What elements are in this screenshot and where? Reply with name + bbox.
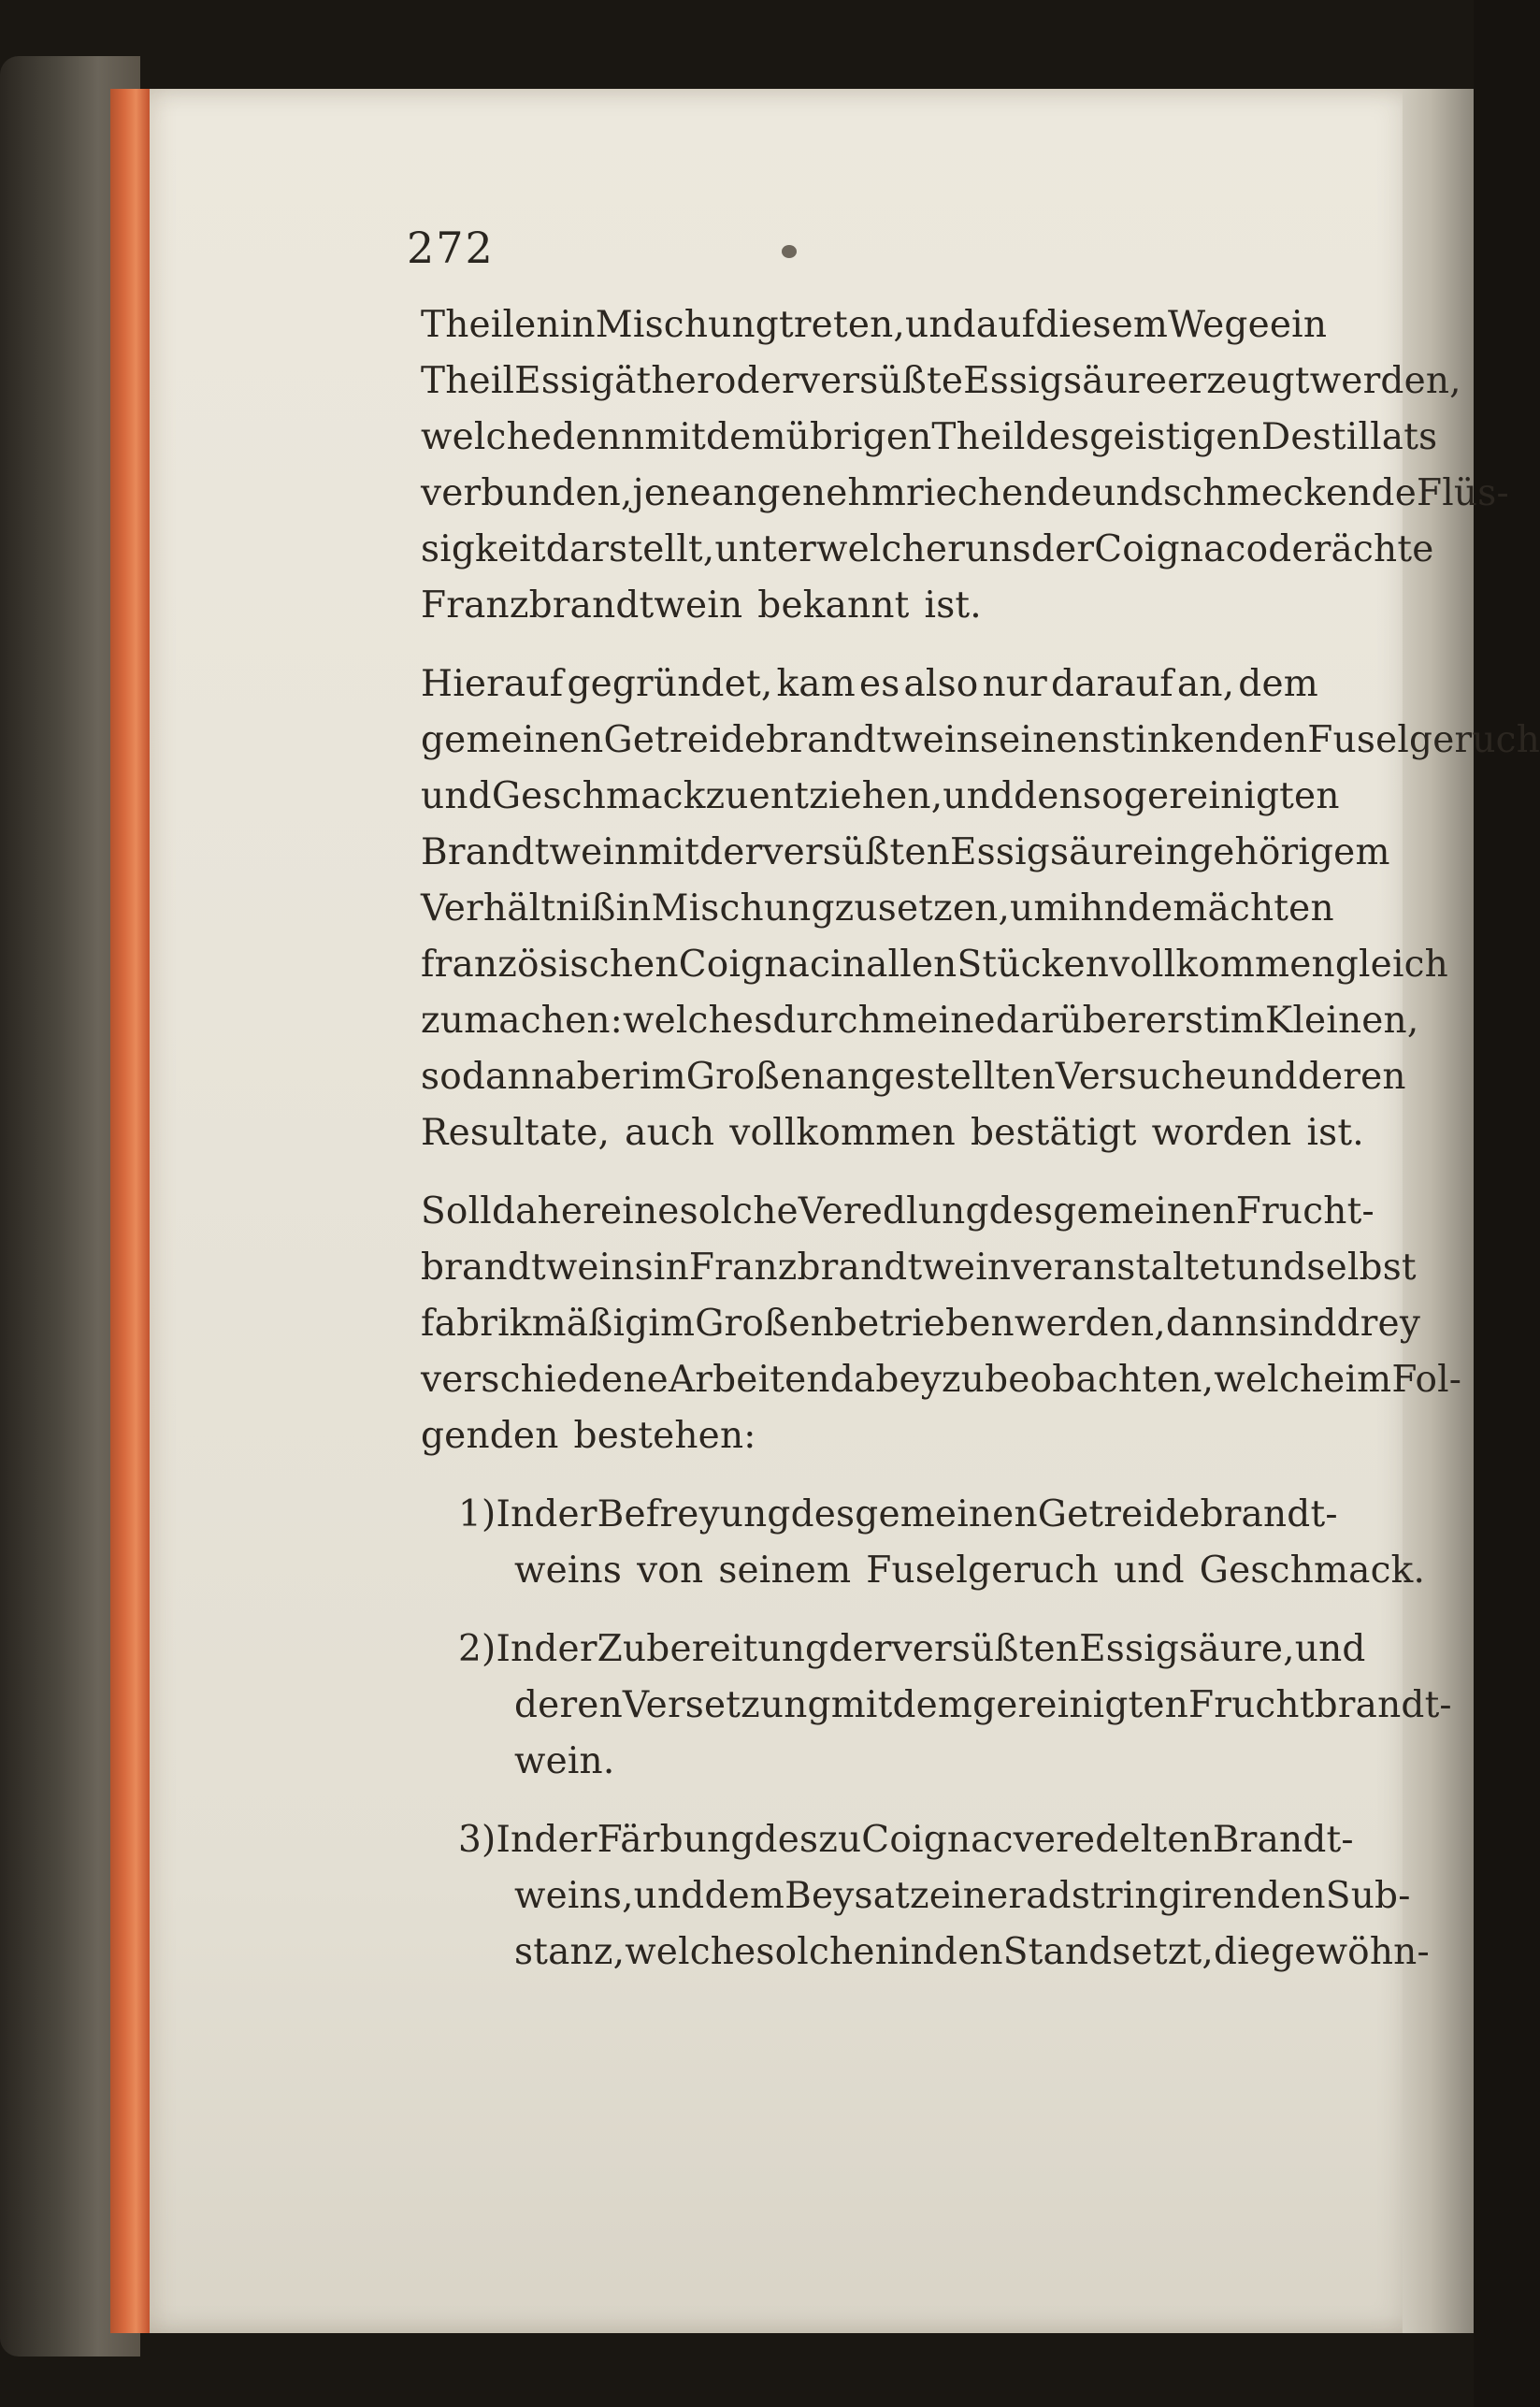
text-line: Hierauf gegründet, kam es also nur darauf an, dem — [421, 663, 1318, 705]
text-line: verbunden, jene angenehm riechende und schmeckende Flüs- — [421, 472, 1509, 514]
list-line: stanz, welche solchen in den Stand setzt, die gewöhn- — [514, 1931, 1430, 1973]
text-line: Verhältniß in Mischung zu setzen, um ihn dem ächten — [421, 887, 1334, 930]
text-line: Theilen in Mischung treten, und auf diesem Wege ein — [421, 304, 1328, 346]
text-line: brandtweins in Franzbrandtwein veranstaltet und selbst — [421, 1247, 1417, 1289]
paragraph — [421, 1184, 1462, 1464]
paragraphs — [421, 297, 1540, 1487]
text-line: Resultate, auch vollkommen bestätigt worden ist. — [421, 1112, 1364, 1154]
text-line: zu machen: welches durch meine darüber erst im Kleinen, — [421, 1000, 1419, 1042]
text-line: französischen Coignac in allen Stücken vollkommen gleich — [421, 944, 1448, 986]
text-line: Franzbrandtwein bekannt ist. — [421, 584, 982, 627]
list-line: weins von seinem Fuselgeruch und Geschmack. — [514, 1549, 1426, 1592]
ink-mark — [782, 245, 797, 258]
text-line: gemeinen Getreidebrandtwein seinen stinkenden Fuselgeruch — [421, 719, 1540, 761]
text-line: fabrikmäßig im Großen betrieben werden, dann sind drey — [421, 1303, 1421, 1345]
list-line: 2) In der Zubereitung der versüßten Essigsäure, und — [458, 1628, 1366, 1670]
text-line: Theil Essigäther oder versüßte Essigsäure erzeugt werden, — [421, 360, 1461, 402]
page-text — [421, 297, 1540, 1981]
list-line: 1) In der Befreyung des gemeinen Getreidebrandt- — [458, 1493, 1338, 1535]
page-number: 272 — [407, 223, 495, 273]
text-line: welche denn mit dem übrigen Theil des geistigen Destillats — [421, 416, 1438, 458]
list-line: weins, und dem Beysatz einer adstringirenden Sub- — [514, 1875, 1411, 1917]
paragraph — [421, 656, 1540, 1161]
text-line: Soll daher eine solche Veredlung des gemeinen Frucht- — [421, 1190, 1374, 1232]
text-line: sigkeit darstellt, unter welcher uns der Coignac oder ächte — [421, 528, 1434, 570]
text-line: genden bestehen: — [421, 1415, 756, 1457]
list-line: wein. — [514, 1740, 615, 1782]
text-line: und Geschmack zu entziehen, und den so gereinigten — [421, 775, 1340, 817]
text-line: Brandtwein mit der versüßten Essigsäure in gehörigem — [421, 831, 1390, 873]
list-item — [421, 1487, 1426, 1599]
text-line: verschiedene Arbeiten dabey zu beobachten, welche im Fol- — [421, 1359, 1462, 1401]
list-line: deren Versetzung mit dem gereinigten Fruchtbrandt- — [514, 1684, 1452, 1726]
list-line: 3) In der Färbung des zu Coignac veredelten Brandt- — [458, 1819, 1354, 1861]
list-item — [421, 1812, 1430, 1981]
list-item — [421, 1621, 1452, 1790]
text-line: sodann aber im Großen angestellten Versuche und deren — [421, 1056, 1406, 1098]
numbered-list — [421, 1487, 1452, 1981]
paragraph — [421, 297, 1509, 634]
